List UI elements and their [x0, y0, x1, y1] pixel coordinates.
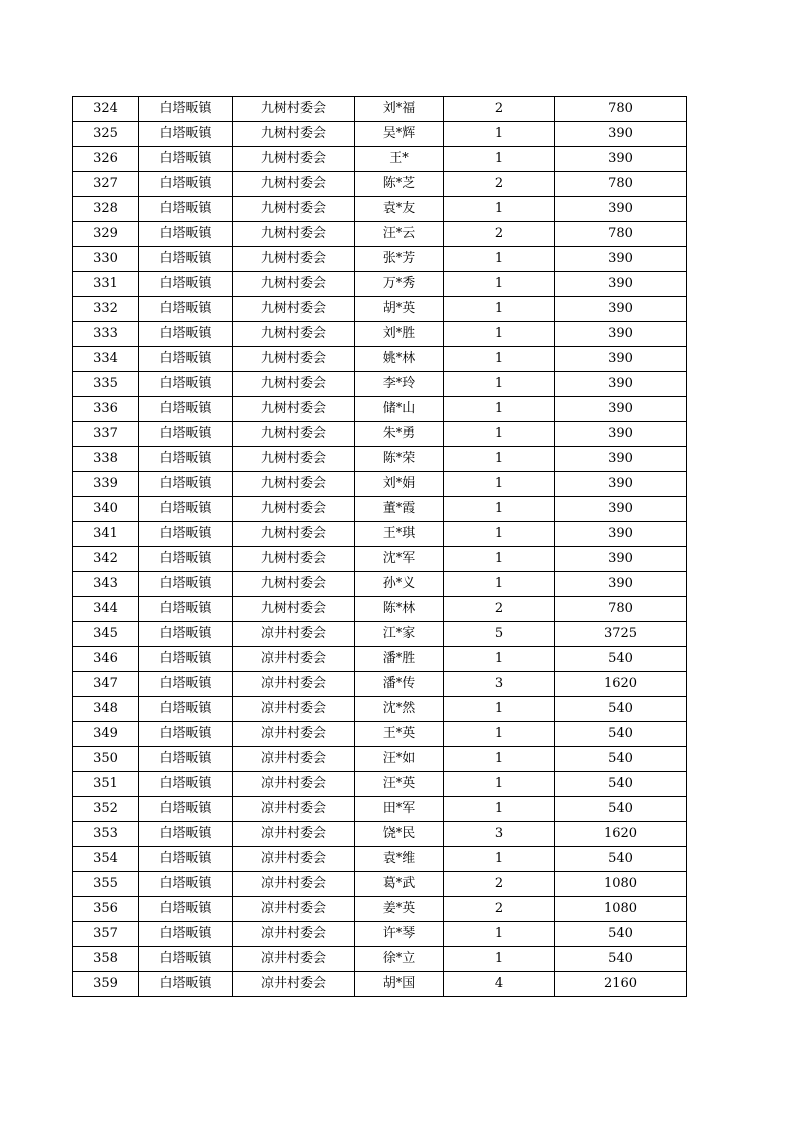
row-number-cell: 342	[73, 547, 139, 572]
table-row	[73, 272, 687, 297]
table-row	[73, 322, 687, 347]
amount-cell: 540	[555, 922, 687, 947]
town-cell: 白塔畈镇	[139, 372, 233, 397]
village-committee-cell: 九树村委会	[233, 347, 355, 372]
village-committee-cell: 九树村委会	[233, 522, 355, 547]
village-committee-cell: 凉井村委会	[233, 797, 355, 822]
table-row	[73, 422, 687, 447]
amount-cell: 390	[555, 272, 687, 297]
name-cell: 袁*友	[355, 197, 444, 222]
household-count-cell: 1	[444, 147, 555, 172]
amount-cell: 780	[555, 222, 687, 247]
row-number-cell: 336	[73, 397, 139, 422]
table-row	[73, 922, 687, 947]
town-cell: 白塔畈镇	[139, 297, 233, 322]
amount-cell: 390	[555, 147, 687, 172]
amount-cell: 540	[555, 747, 687, 772]
household-count-cell: 1	[444, 472, 555, 497]
row-number-cell: 334	[73, 347, 139, 372]
village-committee-cell: 凉井村委会	[233, 772, 355, 797]
amount-cell: 540	[555, 697, 687, 722]
table-row	[73, 972, 687, 997]
name-cell: 江*家	[355, 622, 444, 647]
household-count-cell: 2	[444, 597, 555, 622]
name-cell: 刘*胜	[355, 322, 444, 347]
village-committee-cell: 凉井村委会	[233, 697, 355, 722]
row-number-cell: 353	[73, 822, 139, 847]
village-committee-cell: 九树村委会	[233, 597, 355, 622]
town-cell: 白塔畈镇	[139, 897, 233, 922]
town-cell: 白塔畈镇	[139, 422, 233, 447]
amount-cell: 780	[555, 97, 687, 122]
row-number-cell: 341	[73, 522, 139, 547]
town-cell: 白塔畈镇	[139, 222, 233, 247]
household-count-cell: 1	[444, 322, 555, 347]
village-committee-cell: 九树村委会	[233, 172, 355, 197]
household-count-cell: 1	[444, 572, 555, 597]
household-count-cell: 1	[444, 522, 555, 547]
town-cell: 白塔畈镇	[139, 722, 233, 747]
household-count-cell: 1	[444, 497, 555, 522]
name-cell: 许*琴	[355, 922, 444, 947]
table-body	[73, 97, 687, 997]
table-row	[73, 397, 687, 422]
row-number-cell: 346	[73, 647, 139, 672]
town-cell: 白塔畈镇	[139, 447, 233, 472]
village-committee-cell: 凉井村委会	[233, 822, 355, 847]
name-cell: 潘*胜	[355, 647, 444, 672]
village-committee-cell: 九树村委会	[233, 122, 355, 147]
town-cell: 白塔畈镇	[139, 122, 233, 147]
household-count-cell: 3	[444, 822, 555, 847]
household-count-cell: 4	[444, 972, 555, 997]
table-row	[73, 722, 687, 747]
table-row	[73, 97, 687, 122]
village-committee-cell: 九树村委会	[233, 397, 355, 422]
amount-cell: 390	[555, 347, 687, 372]
table-row	[73, 522, 687, 547]
table-row	[73, 122, 687, 147]
village-committee-cell: 凉井村委会	[233, 672, 355, 697]
name-cell: 沈*军	[355, 547, 444, 572]
village-committee-cell: 九树村委会	[233, 372, 355, 397]
amount-cell: 780	[555, 172, 687, 197]
name-cell: 汪*英	[355, 772, 444, 797]
row-number-cell: 355	[73, 872, 139, 897]
village-committee-cell: 九树村委会	[233, 97, 355, 122]
village-committee-cell: 凉井村委会	[233, 747, 355, 772]
row-number-cell: 358	[73, 947, 139, 972]
name-cell: 徐*立	[355, 947, 444, 972]
village-committee-cell: 凉井村委会	[233, 647, 355, 672]
table-row	[73, 747, 687, 772]
amount-cell: 390	[555, 572, 687, 597]
row-number-cell: 348	[73, 697, 139, 722]
amount-cell: 540	[555, 647, 687, 672]
village-committee-cell: 九树村委会	[233, 247, 355, 272]
table-row	[73, 447, 687, 472]
village-committee-cell: 九树村委会	[233, 297, 355, 322]
name-cell: 张*芳	[355, 247, 444, 272]
town-cell: 白塔畈镇	[139, 147, 233, 172]
village-committee-cell: 九树村委会	[233, 147, 355, 172]
village-committee-cell: 九树村委会	[233, 572, 355, 597]
town-cell: 白塔畈镇	[139, 872, 233, 897]
row-number-cell: 340	[73, 497, 139, 522]
household-count-cell: 2	[444, 897, 555, 922]
village-committee-cell: 凉井村委会	[233, 847, 355, 872]
table-row	[73, 797, 687, 822]
row-number-cell: 344	[73, 597, 139, 622]
village-committee-cell: 九树村委会	[233, 472, 355, 497]
amount-cell: 780	[555, 597, 687, 622]
amount-cell: 540	[555, 947, 687, 972]
town-cell: 白塔畈镇	[139, 747, 233, 772]
name-cell: 陈*芝	[355, 172, 444, 197]
table-row	[73, 197, 687, 222]
table-row	[73, 297, 687, 322]
household-count-cell: 1	[444, 297, 555, 322]
row-number-cell: 333	[73, 322, 139, 347]
household-count-cell: 2	[444, 222, 555, 247]
village-committee-cell: 九树村委会	[233, 197, 355, 222]
amount-cell: 390	[555, 122, 687, 147]
town-cell: 白塔畈镇	[139, 647, 233, 672]
village-committee-cell: 九树村委会	[233, 447, 355, 472]
household-count-cell: 1	[444, 747, 555, 772]
row-number-cell: 343	[73, 572, 139, 597]
name-cell: 董*霞	[355, 497, 444, 522]
row-number-cell: 345	[73, 622, 139, 647]
amount-cell: 390	[555, 422, 687, 447]
name-cell: 汪*如	[355, 747, 444, 772]
name-cell: 姜*英	[355, 897, 444, 922]
amount-cell: 390	[555, 472, 687, 497]
row-number-cell: 339	[73, 472, 139, 497]
household-count-cell: 1	[444, 947, 555, 972]
town-cell: 白塔畈镇	[139, 847, 233, 872]
name-cell: 陈*荣	[355, 447, 444, 472]
town-cell: 白塔畈镇	[139, 972, 233, 997]
table-row	[73, 947, 687, 972]
amount-cell: 390	[555, 547, 687, 572]
household-count-cell: 1	[444, 422, 555, 447]
table-row	[73, 822, 687, 847]
name-cell: 沈*然	[355, 697, 444, 722]
amount-cell: 540	[555, 772, 687, 797]
town-cell: 白塔畈镇	[139, 772, 233, 797]
name-cell: 李*玲	[355, 372, 444, 397]
amount-cell: 540	[555, 797, 687, 822]
row-number-cell: 338	[73, 447, 139, 472]
town-cell: 白塔畈镇	[139, 347, 233, 372]
name-cell: 朱*勇	[355, 422, 444, 447]
town-cell: 白塔畈镇	[139, 922, 233, 947]
village-committee-cell: 九树村委会	[233, 322, 355, 347]
table-row	[73, 247, 687, 272]
table-row	[73, 897, 687, 922]
name-cell: 王*英	[355, 722, 444, 747]
household-count-cell: 1	[444, 722, 555, 747]
amount-cell: 1080	[555, 872, 687, 897]
name-cell: 刘*福	[355, 97, 444, 122]
name-cell: 王*琪	[355, 522, 444, 547]
household-count-cell: 1	[444, 697, 555, 722]
table-row	[73, 872, 687, 897]
household-count-cell: 1	[444, 547, 555, 572]
village-committee-cell: 凉井村委会	[233, 947, 355, 972]
amount-cell: 540	[555, 722, 687, 747]
household-count-cell: 2	[444, 172, 555, 197]
household-count-cell: 1	[444, 372, 555, 397]
table-row	[73, 572, 687, 597]
household-count-cell: 1	[444, 447, 555, 472]
town-cell: 白塔畈镇	[139, 247, 233, 272]
town-cell: 白塔畈镇	[139, 172, 233, 197]
name-cell: 胡*国	[355, 972, 444, 997]
row-number-cell: 354	[73, 847, 139, 872]
town-cell: 白塔畈镇	[139, 547, 233, 572]
beneficiary-table	[72, 96, 687, 997]
household-count-cell: 1	[444, 847, 555, 872]
amount-cell: 390	[555, 247, 687, 272]
town-cell: 白塔畈镇	[139, 822, 233, 847]
table-row	[73, 647, 687, 672]
household-count-cell: 1	[444, 922, 555, 947]
row-number-cell: 329	[73, 222, 139, 247]
village-committee-cell: 凉井村委会	[233, 922, 355, 947]
village-committee-cell: 凉井村委会	[233, 622, 355, 647]
row-number-cell: 352	[73, 797, 139, 822]
name-cell: 葛*武	[355, 872, 444, 897]
name-cell: 袁*维	[355, 847, 444, 872]
table-row	[73, 497, 687, 522]
amount-cell: 390	[555, 372, 687, 397]
household-count-cell: 1	[444, 797, 555, 822]
table-row	[73, 697, 687, 722]
name-cell: 吴*辉	[355, 122, 444, 147]
row-number-cell: 349	[73, 722, 139, 747]
town-cell: 白塔畈镇	[139, 672, 233, 697]
name-cell: 潘*传	[355, 672, 444, 697]
table-row	[73, 772, 687, 797]
amount-cell: 390	[555, 522, 687, 547]
town-cell: 白塔畈镇	[139, 322, 233, 347]
table-row	[73, 622, 687, 647]
town-cell: 白塔畈镇	[139, 497, 233, 522]
row-number-cell: 328	[73, 197, 139, 222]
name-cell: 万*秀	[355, 272, 444, 297]
town-cell: 白塔畈镇	[139, 272, 233, 297]
row-number-cell: 331	[73, 272, 139, 297]
row-number-cell: 337	[73, 422, 139, 447]
amount-cell: 390	[555, 297, 687, 322]
town-cell: 白塔畈镇	[139, 397, 233, 422]
name-cell: 陈*林	[355, 597, 444, 622]
name-cell: 王*	[355, 147, 444, 172]
table-row	[73, 172, 687, 197]
town-cell: 白塔畈镇	[139, 572, 233, 597]
household-count-cell: 1	[444, 247, 555, 272]
table-row	[73, 147, 687, 172]
row-number-cell: 332	[73, 297, 139, 322]
row-number-cell: 330	[73, 247, 139, 272]
town-cell: 白塔畈镇	[139, 197, 233, 222]
name-cell: 孙*义	[355, 572, 444, 597]
household-count-cell: 3	[444, 672, 555, 697]
amount-cell: 390	[555, 447, 687, 472]
village-committee-cell: 九树村委会	[233, 272, 355, 297]
amount-cell: 390	[555, 322, 687, 347]
row-number-cell: 335	[73, 372, 139, 397]
row-number-cell: 324	[73, 97, 139, 122]
amount-cell: 540	[555, 847, 687, 872]
row-number-cell: 326	[73, 147, 139, 172]
name-cell: 刘*娟	[355, 472, 444, 497]
table-row	[73, 472, 687, 497]
amount-cell: 390	[555, 397, 687, 422]
table-row	[73, 672, 687, 697]
village-committee-cell: 九树村委会	[233, 497, 355, 522]
household-count-cell: 1	[444, 772, 555, 797]
village-committee-cell: 九树村委会	[233, 422, 355, 447]
village-committee-cell: 凉井村委会	[233, 872, 355, 897]
table-row	[73, 547, 687, 572]
row-number-cell: 351	[73, 772, 139, 797]
table-row	[73, 347, 687, 372]
name-cell: 饶*民	[355, 822, 444, 847]
household-count-cell: 1	[444, 197, 555, 222]
village-committee-cell: 凉井村委会	[233, 972, 355, 997]
name-cell: 田*军	[355, 797, 444, 822]
amount-cell: 390	[555, 497, 687, 522]
town-cell: 白塔畈镇	[139, 697, 233, 722]
row-number-cell: 359	[73, 972, 139, 997]
town-cell: 白塔畈镇	[139, 947, 233, 972]
household-count-cell: 1	[444, 122, 555, 147]
village-committee-cell: 凉井村委会	[233, 897, 355, 922]
town-cell: 白塔畈镇	[139, 522, 233, 547]
amount-cell: 1620	[555, 822, 687, 847]
household-count-cell: 1	[444, 397, 555, 422]
amount-cell: 1620	[555, 672, 687, 697]
town-cell: 白塔畈镇	[139, 797, 233, 822]
household-count-cell: 2	[444, 872, 555, 897]
household-count-cell: 1	[444, 647, 555, 672]
household-count-cell: 5	[444, 622, 555, 647]
village-committee-cell: 九树村委会	[233, 547, 355, 572]
town-cell: 白塔畈镇	[139, 97, 233, 122]
table-row	[73, 847, 687, 872]
household-count-cell: 1	[444, 272, 555, 297]
name-cell: 胡*英	[355, 297, 444, 322]
amount-cell: 1080	[555, 897, 687, 922]
row-number-cell: 350	[73, 747, 139, 772]
name-cell: 储*山	[355, 397, 444, 422]
village-committee-cell: 凉井村委会	[233, 722, 355, 747]
row-number-cell: 357	[73, 922, 139, 947]
name-cell: 汪*云	[355, 222, 444, 247]
row-number-cell: 347	[73, 672, 139, 697]
row-number-cell: 356	[73, 897, 139, 922]
table-row	[73, 222, 687, 247]
town-cell: 白塔畈镇	[139, 622, 233, 647]
table-row	[73, 372, 687, 397]
amount-cell: 390	[555, 197, 687, 222]
table-row	[73, 597, 687, 622]
town-cell: 白塔畈镇	[139, 472, 233, 497]
household-count-cell: 1	[444, 347, 555, 372]
town-cell: 白塔畈镇	[139, 597, 233, 622]
amount-cell: 3725	[555, 622, 687, 647]
household-count-cell: 2	[444, 97, 555, 122]
row-number-cell: 325	[73, 122, 139, 147]
amount-cell: 2160	[555, 972, 687, 997]
name-cell: 姚*林	[355, 347, 444, 372]
village-committee-cell: 九树村委会	[233, 222, 355, 247]
row-number-cell: 327	[73, 172, 139, 197]
